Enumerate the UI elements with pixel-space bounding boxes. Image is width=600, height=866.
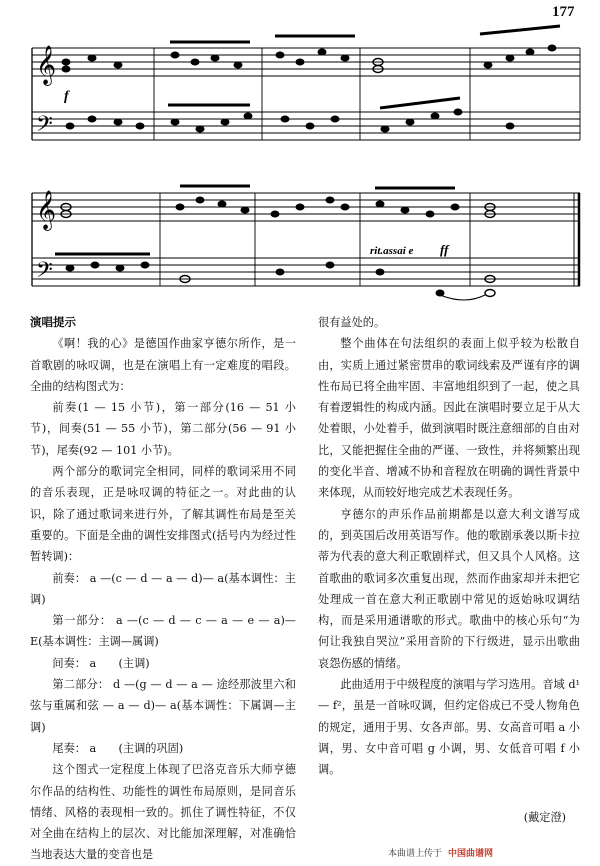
paragraph-lyrics: 两个部分的歌词完全相同，同样的歌词采用不同的音乐表现，正是咏叹调的特征之一。对此曲的认识，除了通过歌词来进行外，了解其调性布局是至关重要的。下面是全曲的调性安排图式(括号内为经过性暂转调)： (30, 465, 296, 564)
dynamic-forte: f (64, 89, 69, 104)
key-plan-part-one: 第一部分： a —(c — d — c — a — e — a)— E(基本调性：主调—属调) (30, 614, 296, 649)
paragraph-structure: 前奏(1 — 15 小节)，第一部分(16 — 51 小节)，间奏(51 — 55 小节)，第二部分(56 — 91 小节)，尾奏(92 — 101 小节)。 (30, 401, 296, 457)
section-heading: 演唱提示 (30, 315, 76, 329)
page-number: 177 (552, 4, 575, 20)
svg-text:𝄢: 𝄢 (36, 258, 53, 288)
paragraph-baroque: 这个图式一定程度上体现了巴洛克音乐大师亨德尔作品的结构性、功能性的调性布局原则，是同音乐情绪、风格的表现相一致的。抓住了调性特征，不仅对全曲在结构上的层次、对比能加深理解，对准确恰当地表达大量的变音也是 (30, 763, 296, 862)
right-column (318, 312, 580, 828)
music-score (0, 0, 600, 305)
key-plan-interlude: 间奏： a (主调) (52, 656, 150, 670)
svg-text:𝄢: 𝄢 (36, 112, 53, 142)
author-credit: (戴定澄) (523, 810, 566, 824)
svg-text:𝄞: 𝄞 (36, 45, 57, 85)
footer-watermark (388, 846, 493, 859)
footer-site-logo: 中国曲谱网 (448, 849, 494, 859)
paragraph-form: 整个曲体在句法组织的表面上似乎较为松散自由，实质上通过紧密贯串的歌词线索及严谨有序的调性布局已将全曲牢固、丰富地组织到了一起，使之具有着逻辑性的构成内涵。因此在演唱时要立足于从大处着眼，小处着手，做到演唱时既注意细部的自由对比，又能把握住全曲的严谨、一致性，并将频繁出现的变化半音、增减不协和音程放在明确的调性背景中来体现，从而较好地完成艺术表现任务。 (318, 337, 580, 500)
paragraph-usage: 此曲适用于中级程度的演唱与学习选用。音域 d¹ — f²，虽是一首咏叹调，但约定俗成已不受人物角色的规定，通用于男、女各声部。男、女高音可唱 a 小调，男、女中音可唱 g 小调，男、女低音可唱 f 小调。 (318, 678, 580, 777)
paragraph-continuation: 很有益处的。 (318, 316, 386, 329)
svg-text:𝄞: 𝄞 (36, 190, 57, 230)
paragraph-intro: 《啊！我的心》是德国作曲家亨德尔所作，是一首歌剧的咏叹调，也是在演唱上有一定难度的唱段。全曲的结构图式为： (30, 337, 296, 393)
footer-text: 本曲谱上传于 (388, 849, 443, 859)
paragraph-handel: 亨德尔的声乐作品前期都是以意大利文谱写成的，到英国后改用英语写作。他的歌剧承袭以斯卡拉蒂为代表的意大利正歌剧样式，但又具个人风格。这首歌曲的歌词多次重复出现，然而作曲家却并未把它处理成一首在意大利正歌剧中常见的返始咏叹调结构，而是采用通谱歌的形式。歌曲中的核心乐句“为何让我独自哭泣”采用音阶的下行级进，显示出歌曲哀怨伤感的情绪。 (318, 507, 580, 670)
key-plan-postlude: 尾奏： a (主调的巩固) (52, 741, 184, 755)
key-plan-part-two: 第二部分： d —(g — d — a — 途经那波里六和弦与重属和弦 — a — d)— a(基本调性：下属调—主调) (30, 678, 296, 734)
left-column (30, 312, 296, 866)
dynamic-fortissimo: ff (440, 242, 449, 257)
key-plan-prelude: 前奏： a —(c — d — a — d)— a(基本调性：主调) (30, 571, 296, 606)
tempo-marking: rit.assai e (370, 245, 414, 257)
